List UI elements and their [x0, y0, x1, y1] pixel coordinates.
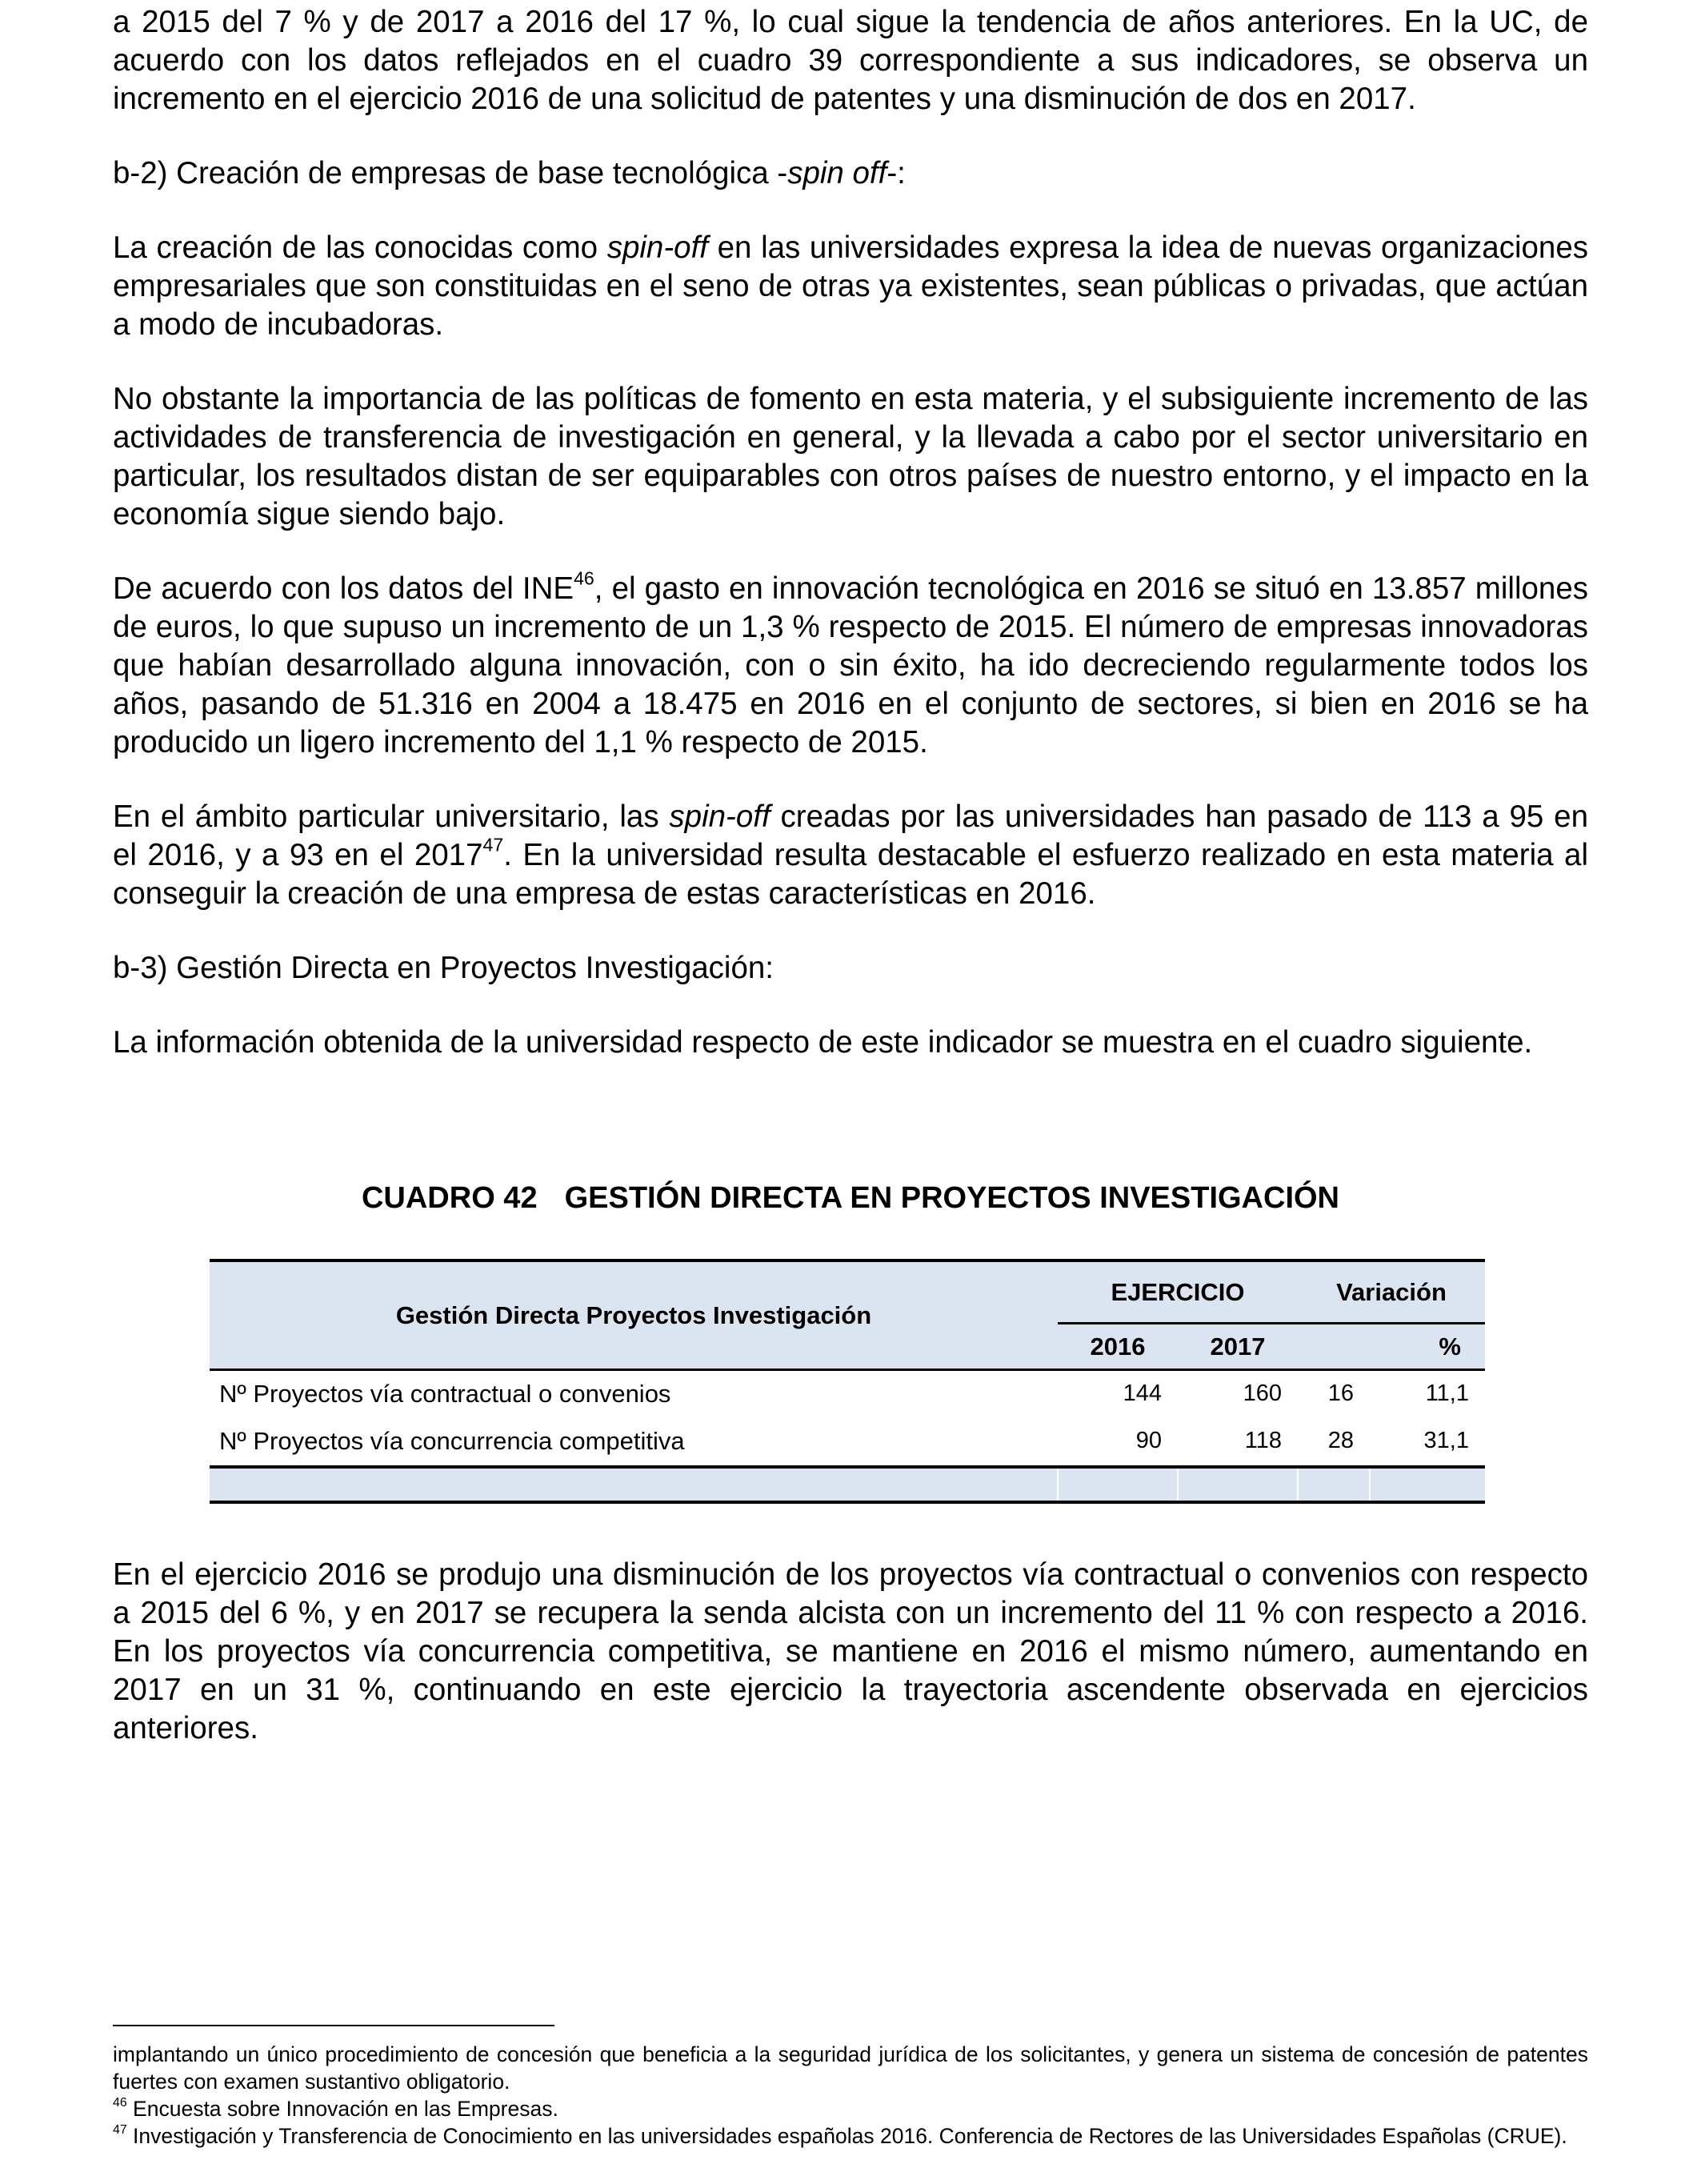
footnote-46-text: Encuesta sobre Innovación en las Empresas.	[126, 2097, 558, 2121]
cell-variation-abs: 28	[1327, 1428, 1354, 1453]
paragraph-patents: a 2015 del 7 % y de 2017 a 2016 del 17 %, lo cual sigue la tendencia de años anteriores. En la UC, de acuerdo con los datos reflejados en el cuadro 39 correspondiente a sus indicadores, se observa un incremento en el ejercicio 2016 de una solicitud de patentes y una disminución de dos en 2017.	[113, 5, 1588, 116]
footnote-47	[113, 2122, 1588, 2150]
cell-variation-abs: 16	[1327, 1381, 1354, 1406]
footnote-continuation: implantando un único procedimiento de concesión que beneficia a la seguridad jurídica de los solicitantes, y genera un sistema de concesión de patentes fuertes con examen sustantivo obligatorio.	[113, 2042, 1588, 2094]
paragraph-ine-data-post: , el gasto en innovación tecnológica en 2016 se situó en 13.857 millones de euros, lo que supuso un incremento de un 1,3 % respecto de 2015. El número de empresas innovadoras que habían desarrollado alguna innovación, con o sin éxito, ha ido decreciendo regularmente todos los años, pasando de 51.316 en 2004 a 18.475 en 2016 en el conjunto de sectores, si bien en 2016 se ha producido un ligero incremento del 1,1 % respecto de 2015.	[113, 571, 1588, 759]
paragraph-university-spinoffs-pre: En el ámbito particular universitario, las	[113, 799, 670, 834]
paragraph-spinoff-definition-pre: La creación de las conocidas como	[113, 230, 607, 265]
row-label: Nº Proyectos vía concurrencia competitiva	[219, 1426, 685, 1455]
projects-table	[210, 1259, 1485, 1504]
paragraph-ine-data	[113, 567, 1588, 762]
footer-cell	[1178, 1467, 1298, 1502]
footnote-46	[113, 2095, 1588, 2122]
paragraph-university-spinoffs-post: . En la universidad resulta destacable el esfuerzo realizado en esta materia al conseguir la creación de una empresa de estas características en 2016.	[113, 838, 1589, 911]
footnote-47-text: Investigación y Transferencia de Conocimiento en las universidades españolas 2016. Conferencia de Rectores de las Universidades Españolas (CRUE).	[126, 2124, 1567, 2148]
table-footer-band	[210, 1467, 1485, 1502]
row-label: Nº Proyectos vía contractual o convenios	[219, 1379, 671, 1408]
paragraph-policies: No obstante la importancia de las políticas de fomento en esta materia, y el subsiguiente incremento de las actividades de transferencia de investigación en general, y la llevada a cabo por el sector universitario en particular, los resultados distan de ser equiparables con otros países de nuestro entorno, y el impacto en la economía sigue siendo bajo.	[113, 382, 1588, 531]
footnote-separator	[113, 2025, 554, 2026]
footnote-46-number: 46	[113, 2096, 127, 2110]
footer-cell	[210, 1467, 1058, 1502]
footer-cell	[1370, 1467, 1485, 1502]
heading-b2-emphasis: spin off	[787, 156, 887, 190]
header-ejercicio: EJERCICIO	[1058, 1260, 1298, 1324]
body-text-top	[113, 3, 1588, 1098]
table-header-label: Gestión Directa Proyectos Investigación	[210, 1260, 1058, 1370]
paragraph-ine-data-pre: De acuerdo con los datos del INE	[113, 571, 574, 606]
table-row	[210, 1417, 1485, 1467]
paragraph-table-intro: La información obtenida de la universidad respecto de este indicador se muestra en el cuadro siguiente.	[113, 1025, 1533, 1060]
cell-2016: 90	[1135, 1428, 1162, 1453]
table-title-text: GESTIÓN DIRECTA EN PROYECTOS INVESTIGACIÓN	[564, 1181, 1339, 1215]
paragraph-spinoff-definition-emphasis: spin-off	[606, 230, 708, 265]
paragraph-university-spinoffs-emphasis: spin-off	[669, 799, 770, 834]
table-header-row	[210, 1260, 1485, 1324]
table-row	[210, 1370, 1485, 1417]
footnote-ref-47[interactable]: 47	[482, 834, 504, 856]
footnotes	[113, 2041, 1588, 2150]
heading-b2-text: b-2) Creación de empresas de base tecnológica -	[113, 156, 788, 190]
paragraph-conclusion: En el ejercicio 2016 se produjo una disminución de los proyectos vía contractual o convenios con respecto a 2015 del 6 %, y en 2017 se recupera la senda alcista con un incremento del 11 % con respecto a 2016. En los proyectos vía concurrencia competitiva, se mantiene en 2016 el mismo número, aumentando en 2017 en un 31 %, continuando en este ejercicio la trayectoria ascendente observada en ejercicios anteriores.	[113, 1557, 1588, 1745]
heading-b2	[113, 154, 1588, 193]
paragraph-university-spinoffs	[113, 798, 1588, 913]
footnote-47-number: 47	[113, 2123, 127, 2138]
table-title	[113, 1179, 1588, 1217]
paragraph-university-spinoffs-mid: creadas por las universidades han pasado de 113 a 95 en el 2016, y a 93 en el 2017	[113, 799, 1588, 872]
footer-cell	[1298, 1467, 1370, 1502]
cell-variation-pct: 11,1	[1425, 1381, 1469, 1406]
header-year-2017: 2017	[1178, 1324, 1298, 1370]
heading-b3: b-3) Gestión Directa en Proyectos Investigación:	[113, 951, 774, 985]
cell-2017: 160	[1243, 1381, 1282, 1406]
heading-b2-suffix: -:	[887, 156, 906, 190]
footnote-ref-46[interactable]: 46	[574, 567, 594, 589]
cell-2017: 118	[1244, 1428, 1282, 1453]
cell-2016: 144	[1123, 1381, 1162, 1406]
body-text-bottom	[113, 1556, 1588, 1784]
header-variacion: Variación	[1298, 1260, 1485, 1324]
paragraph-spinoff-definition-post: en las universidades expresa la idea de nuevas organizaciones empresariales que son constituidas en el seno de otras ya existentes, sean públicas o privadas, que actúan a modo de incubadoras.	[113, 230, 1588, 342]
table-number: CUADRO 42	[361, 1181, 538, 1215]
header-abs-blank	[1298, 1324, 1370, 1370]
header-percent: %	[1370, 1324, 1485, 1370]
paragraph-spinoff-definition	[113, 229, 1588, 344]
header-year-2016: 2016	[1058, 1324, 1178, 1370]
cell-variation-pct: 31,1	[1423, 1428, 1469, 1453]
footer-cell	[1058, 1467, 1178, 1502]
